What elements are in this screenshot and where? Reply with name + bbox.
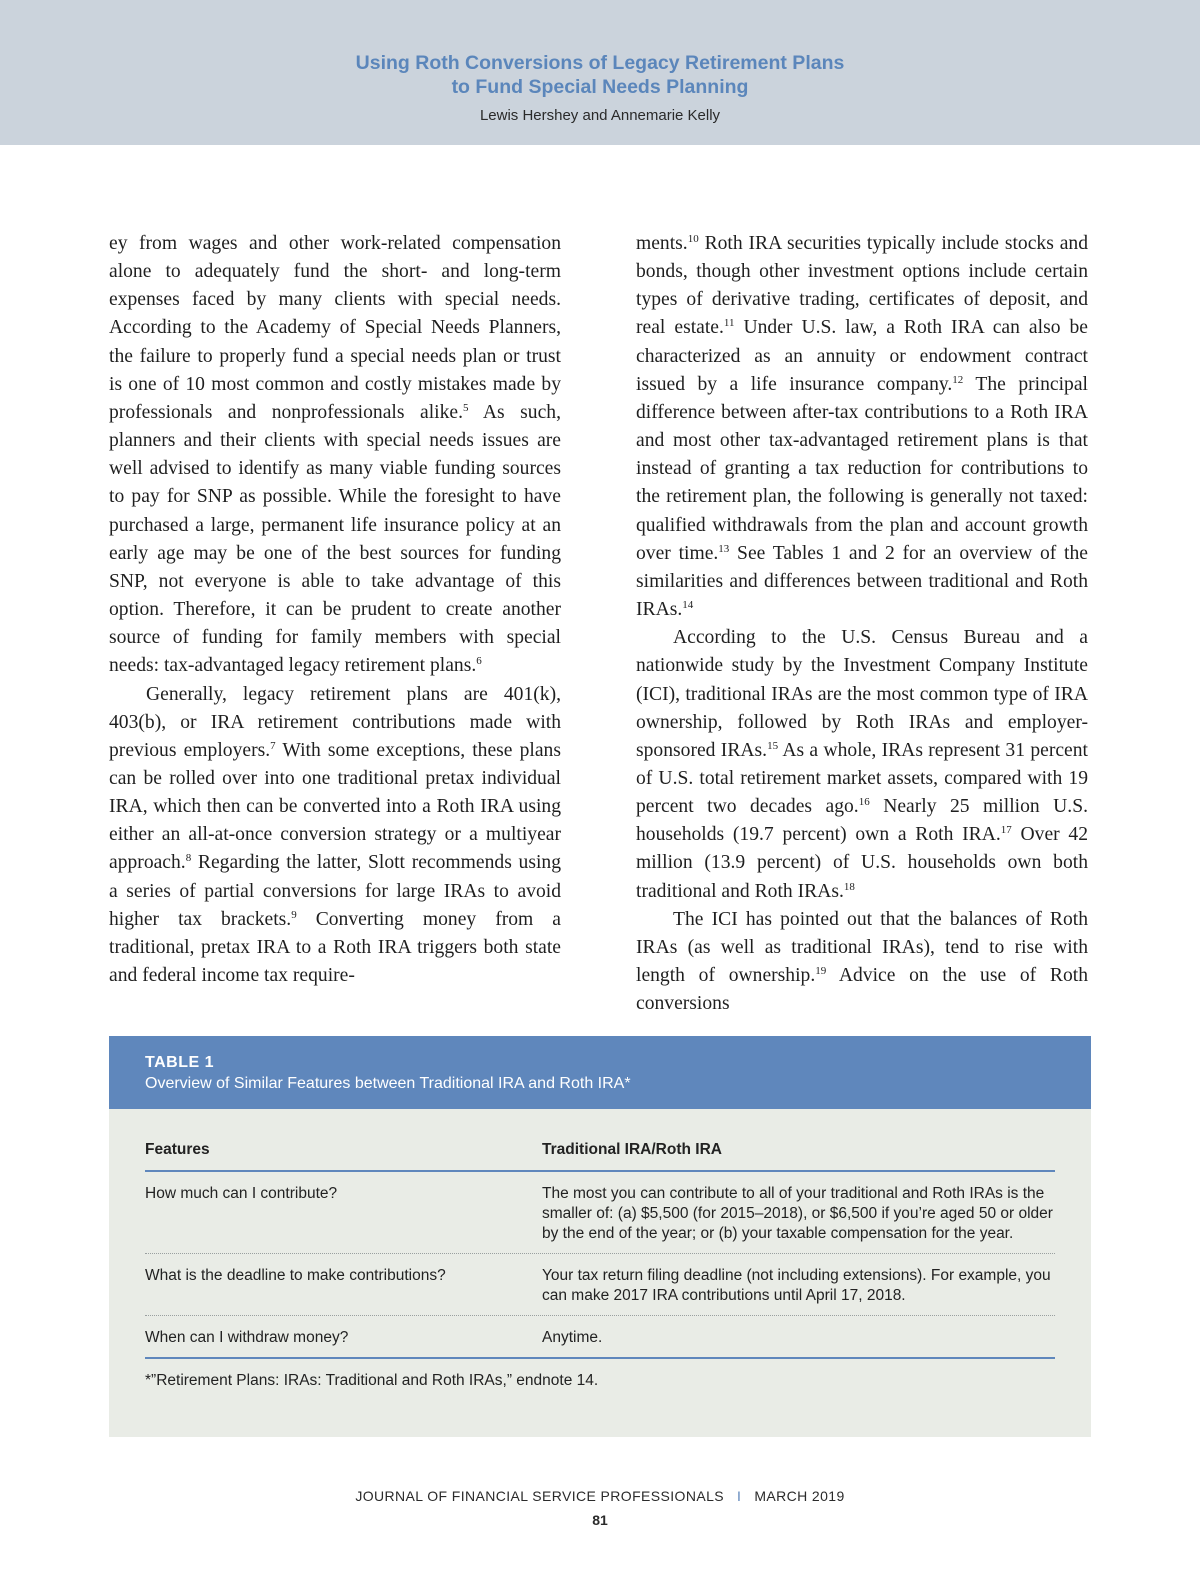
table-row: [145, 1172, 1055, 1254]
table-header-bar: [109, 1036, 1091, 1109]
table-source-note: *”Retirement Plans: IRAs: Traditional and Roth IRAs,” endnote 14.: [145, 1372, 599, 1389]
paragraph: [636, 624, 1088, 906]
feature-cell: When can I withdraw money?: [145, 1329, 349, 1346]
column-header-ira: Traditional IRA/Roth IRA: [542, 1141, 722, 1158]
detail-cell: Your tax return filing deadline (not including extensions). For example, you can make 2017 IRA contributions until April 17, 2018.: [542, 1267, 1051, 1304]
endnote-ref: 14: [682, 599, 694, 612]
detail-cell: Anytime.: [542, 1329, 603, 1346]
endnote-ref: 10: [687, 233, 699, 245]
table-1: [109, 1036, 1091, 1437]
paragraph-text: Nearly 25 million U.S. households (19.7 percent) own a Roth IRA.: [636, 796, 1089, 846]
endnote-ref: 6: [476, 655, 482, 668]
footer-separator: I: [737, 1488, 742, 1504]
table-column-headers: [145, 1140, 1055, 1172]
paragraph-text: See Tables 1 and 2 for an overview of the similarities and differences between traditional and Roth IRAs.: [636, 542, 1088, 621]
left-column: [109, 230, 561, 990]
endnote-ref: 18: [843, 880, 855, 893]
endnote-ref: 5: [462, 401, 469, 414]
paragraph: [636, 230, 1088, 624]
page-footer: [0, 1488, 1200, 1504]
table-row: [145, 1254, 1055, 1316]
paragraph-text: According to the U.S. Census Bureau and a nationwide study by the Investment Company Institute (ICI), traditional IRAs are the most common type of IRA ownership, followed by Roth IRAs and employer-sponsored IRAs.: [636, 627, 1088, 761]
paragraph-text: As a whole, IRAs represent 31 percent of U.S. total retirement market assets, compared with 19 percent two decades ago.: [636, 739, 1088, 818]
page-number: 81: [592, 1512, 608, 1528]
paragraph-text: Under U.S. law, a Roth IRA can also be characterized as an annuity or endowment contract issued by a life insurance company.: [636, 317, 1088, 395]
table-label: TABLE 1: [145, 1054, 214, 1071]
feature-cell: How much can I contribute?: [145, 1185, 338, 1202]
paragraph-text: Over 42 million (13.9 percent) of U.S. households own both traditional and Roth IRAs.: [636, 824, 1088, 902]
table-caption: Overview of Similar Features between Traditional IRA and Roth IRA*: [145, 1075, 631, 1092]
detail-cell: The most you can contribute to all of your traditional and Roth IRAs is the smaller of: (a) $5,500 (for 2015–2018), or $6,500 if you’re aged 50 or older by the end of the year; or (b) your taxable compensation for the year.: [542, 1185, 1053, 1242]
paragraph-text: Advice on the use of Roth conversions: [636, 965, 1089, 1015]
article-title-line-2: to Fund Special Needs Planning: [451, 76, 749, 98]
endnote-ref: 17: [1000, 824, 1012, 837]
column-header-features: Features: [145, 1141, 210, 1158]
table-row: [145, 1316, 1055, 1359]
paragraph-text: With some exceptions, these plans can be rolled over into one traditional pretax individual IRA, which then can be converted into a Roth IRA using either an all-at-once conversion strategy or a multiyear approach.: [109, 739, 561, 874]
running-header: [0, 0, 1200, 145]
paragraph-text: ey from wages and other work-related compensation alone to adequately fund the short- and long-term expenses faced by many clients with special needs. According to the Academy of Special Needs Planners, the failure to properly fund a special needs plan or trust is one of 10 most common and costly mistakes made by professionals and nonprofessionals alike.: [109, 233, 561, 423]
paragraph-text: The ICI has pointed out that the balances of Roth IRAs (as well as traditional IRAs), tend to rise with length of ownership.: [636, 908, 1088, 987]
endnote-ref: 19: [815, 965, 827, 978]
paragraph-text: Converting money from a traditional, pretax IRA to a Roth IRA triggers both state and federal income tax require-: [109, 908, 561, 987]
right-column: [636, 230, 1088, 1018]
paragraph-text: As such, planners and their clients with special needs issues are well advised to identify as many viable funding sources to pay for SNP as possible. While the foresight to have purchased a large, permanent life insurance policy at an early age may be one of the best sources for funding SNP, not everyone is able to take advantage of this option. Therefore, it can be prudent to create another source of funding for family members with special needs: tax-advantaged legacy retirement plans.: [109, 401, 561, 677]
paragraph: [636, 906, 1088, 1019]
article-authors: Lewis Hershey and Annemarie Kelly: [479, 107, 721, 124]
journal-name: JOURNAL OF FINANCIAL SERVICE PROFESSIONALS: [355, 1488, 725, 1504]
table-grid: [145, 1140, 1055, 1391]
paragraph: [109, 230, 561, 681]
endnote-ref: 12: [952, 373, 964, 386]
paragraph-text: The principal difference between after-tax contributions to a Roth IRA and most other tax-advantaged retirement plans is that instead of granting a tax reduction for contributions to the retirement plan, the following is generally not taxed: qualified withdrawals from the plan and account growth over time.: [636, 373, 1088, 564]
endnote-ref: 9: [291, 908, 297, 921]
paragraph-text: Roth IRA securities typically include stocks and bonds, though other investment options include certain types of derivative trading, certificates of deposit, and real estate.: [636, 233, 1088, 339]
endnote-ref: 7: [270, 739, 276, 752]
paragraph: [109, 681, 561, 991]
endnote-ref: 8: [185, 852, 192, 865]
paragraph-text: ments.: [636, 233, 688, 254]
endnote-ref: 11: [723, 317, 735, 330]
endnote-ref: 15: [767, 739, 779, 752]
article-title-line-1: Using Roth Conversions of Legacy Retirement Plans: [355, 52, 845, 74]
paragraph-text: Generally, legacy retirement plans are 401(k), 403(b), or IRA retirement contributions made with previous employers.: [109, 683, 561, 761]
article-title: [0, 51, 1200, 99]
issue-date: MARCH 2019: [754, 1488, 845, 1504]
feature-cell: What is the deadline to make contributions?: [145, 1267, 446, 1284]
paragraph-text: Regarding the latter, Slott recommends using a series of partial conversions for large IRAs to avoid higher tax brackets.: [109, 852, 561, 930]
endnote-ref: 13: [718, 542, 730, 555]
endnote-ref: 16: [858, 796, 870, 809]
